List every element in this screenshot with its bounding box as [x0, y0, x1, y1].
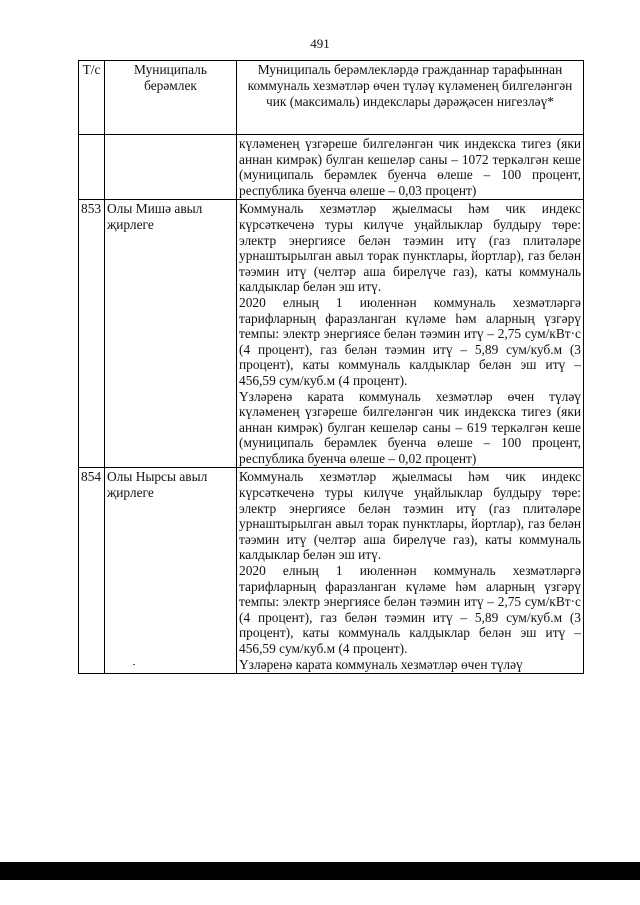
row-number [79, 135, 105, 200]
page-number: 491 [310, 36, 330, 51]
tariff-table [78, 60, 584, 674]
row-paragraph: Коммуналь хезмәтләр җыелмасы һәм чик индекс күрсәткеченә туры килүче уңайлыклар булдыру төре: электр энергиясе белән тәэмин итү (газ плитәләре урнаштырылган авыл торак пунктлары, йортлар), газ белән тәэмин итү (челтәр аша бирелүче газ), каты коммуналь калдыклар белән эш итү. [239, 469, 581, 563]
row-paragraph: Коммуналь хезмәтләр җыелмасы һәм чик индекс күрсәткеченә туры килүче уңайлыклар булдыру төре: электр энергиясе белән тәэмин итү (газ плитәләре урнаштырылган авыл торак пунктлары, йортлар), газ белән тәэмин итү (челтәр аша бирелүче газ), каты коммуналь калдыклар белән эш итү. [239, 201, 581, 295]
row-municipality [105, 135, 237, 200]
scan-speck [133, 664, 135, 665]
row-municipality: Олы Нырсы авыл җирлеге [105, 468, 237, 674]
row-municipality: Олы Мишә авыл җирлеге [105, 200, 237, 468]
row-paragraph: күләменең үзгәреше билгеләнгән чик индекска тигез (яки аннан кимрәк) булган кешеләр саны – 1072 теркәлгән кеше (муниципаль берәмлек буенча өлеше – 100 процент, республика буенча өлеше – 0,03 процент) [239, 136, 581, 198]
header-municipality: Муниципаль берәмлек [105, 61, 237, 135]
table-row [79, 200, 584, 468]
header-row [79, 61, 584, 135]
table-row [79, 135, 584, 200]
row-description [237, 468, 584, 674]
scan-bottom-bar [0, 862, 640, 880]
row-description [237, 200, 584, 468]
header-description: Муниципаль берәмлекләрдә гражданнар тарафыннан коммуналь хезмәтләр өчен түләү күләменең билгеләнгән чик (максималь) индекслары дәрәҗәсен нигезләү* [237, 61, 584, 135]
row-paragraph: Үзләренә карата коммуналь хезмәтләр өчен түләү [239, 656, 523, 672]
header-number: Т/с [79, 61, 105, 135]
row-paragraph: 2020 елның 1 июленнән коммуналь хезмәтләргә тарифларның фаразланган күләме һәм аларның үзгәрү темпы: электр энергиясе белән тәэмин итү – 2,75 сум/кВт·с (4 процент), газ белән тәэмин итү – 5,89 сум/куб.м (3 процент), каты коммуналь калдыклар белән эш итү – 456,59 сум/куб.м (4 процент). [239, 563, 581, 656]
row-paragraph: 2020 елның 1 июленнән коммуналь хезмәтләргә тарифларның фаразланган күләме һәм аларның үзгәрү темпы: электр энергиясе белән тәэмин итү – 2,75 сум/кВт·с (4 процент), газ белән тәэмин итү – 5,89 сум/куб.м (3 процент), каты коммуналь калдыклар белән эш итү – 456,59 сум/куб.м (4 процент). [239, 294, 581, 388]
row-number: 854 [79, 468, 105, 674]
row-paragraph: Үзләренә карата коммуналь хезмәтләр өчен түләү күләменең үзгәреше билгеләнгән чик индекска тигез (яки аннан кимрәк) булган кешеләр саны – 619 теркәлгән кеше (муниципаль берәмлек буенча өлеше – 100 процент, республика буенча өлеше – 0,02 процент) [239, 388, 581, 466]
table-row [79, 468, 584, 674]
table-header [79, 61, 584, 135]
row-number: 853 [79, 200, 105, 468]
row-description [237, 135, 584, 200]
